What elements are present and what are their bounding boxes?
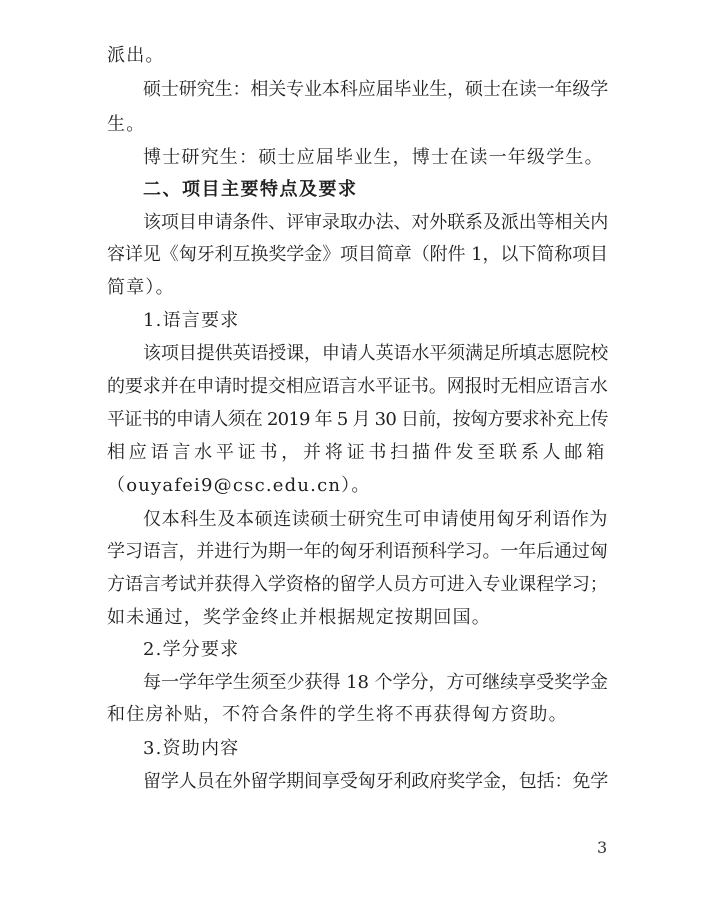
text-line: 相应语言水平证书，并将证书扫描件发至联系人邮箱 [107, 442, 608, 463]
text-line: 每一学年学生须至少获得 18 个学分，方可继续享受奖学金 [143, 672, 608, 693]
text-line: 该项目申请条件、评审录取办法、对外联系及派出等相关内 [143, 212, 609, 233]
text-line: 容详见《匈牙利互换奖学金》项目简章（附件 1，以下简称项目 [107, 244, 608, 265]
text-line: 和住房补贴，不符合条件的学生将不再获得匈方资助。 [107, 704, 568, 725]
text-line: 方语言考试并获得入学资格的留学人员方可进入专业课程学习； [107, 574, 608, 595]
page-number: 3 [597, 838, 608, 857]
subsection-heading: 1.语言要求 [143, 310, 240, 331]
text-line: 该项目提供英语授课，申请人英语水平须满足所填志愿院校 [143, 343, 609, 364]
subsection-heading: 2.学分要求 [143, 639, 240, 660]
text-line: 如未通过，奖学金终止并根据规定按期回国。 [107, 607, 491, 628]
text-line: 留学人员在外留学期间享受匈牙利政府奖学金，包括：免学 [143, 771, 609, 792]
text-line: 硕士研究生：相关专业本科应届毕业生，硕士在读一年级学 [143, 79, 609, 100]
text-line: 简章）。 [107, 277, 175, 298]
text-line: 派出。 [107, 45, 165, 66]
text-line: 仅本科生及本硕连读硕士研究生可申请使用匈牙利语作为 [143, 509, 608, 530]
text-line: 生。 [107, 114, 146, 135]
section-heading: 二、项目主要特点及要求 [143, 179, 358, 200]
text-line: 的要求并在申请时提交相应语言水平证书。网报时无相应语言水 [107, 376, 608, 397]
subsection-heading: 3.资助内容 [143, 738, 240, 759]
text-line: 平证书的申请人须在 2019 年 5 月 30 日前，按匈方要求补充上传 [107, 409, 608, 430]
text-line: 博士研究生：硕士应届毕业生，博士在读一年级学生。 [143, 147, 604, 168]
text-line: 学习语言，并进行为期一年的匈牙利语预科学习。一年后通过匈 [107, 541, 608, 562]
text-line: （ouyafei9@csc.edu.cn）。 [107, 475, 371, 496]
